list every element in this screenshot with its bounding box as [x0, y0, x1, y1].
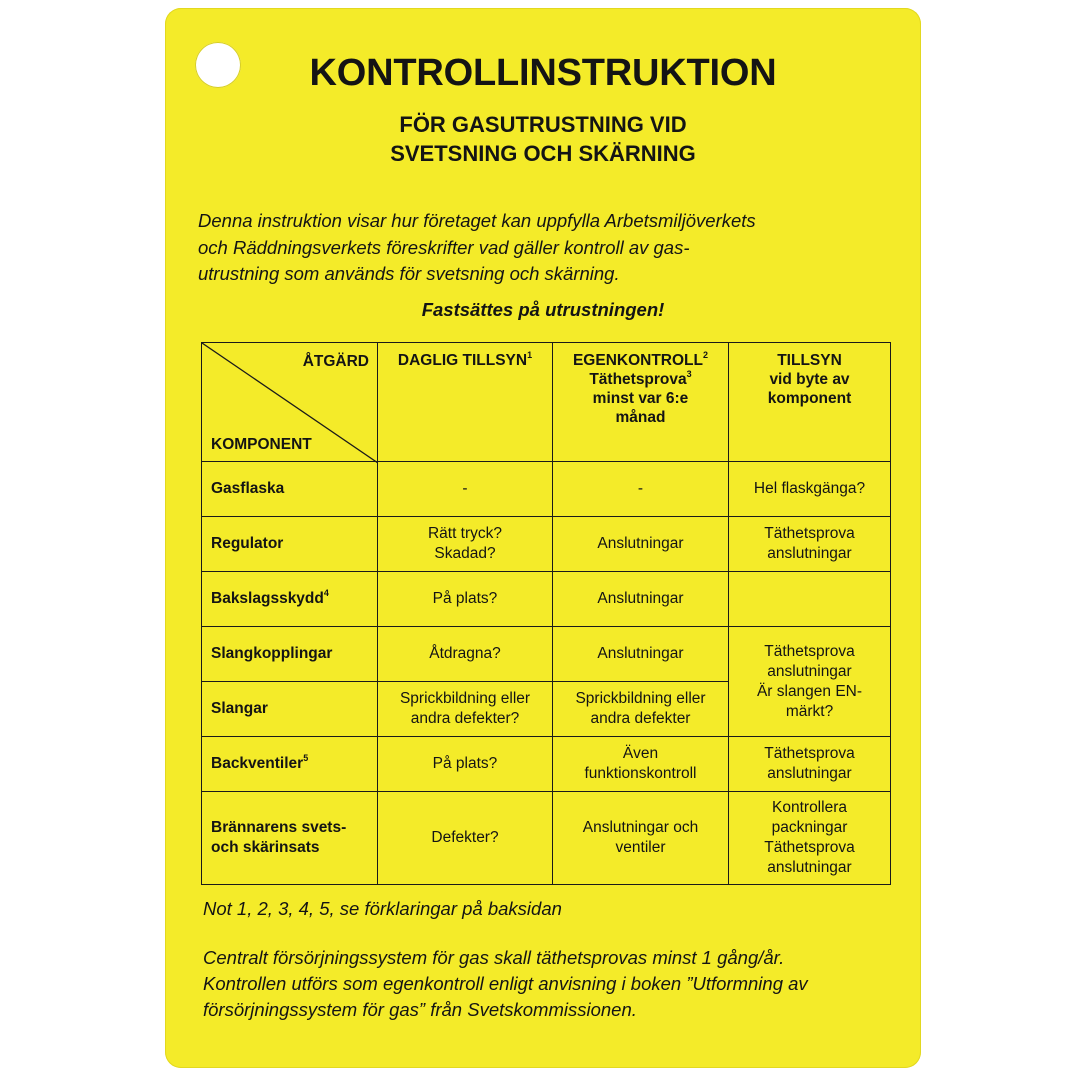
subtitle-line-2: SVETSNING OCH SKÄRNING — [390, 141, 696, 166]
daily-cell: Defekter? — [378, 792, 553, 885]
corner-header-cell — [202, 343, 378, 462]
component-cell: Regulator — [202, 517, 378, 572]
central-line-1: Centralt försörjningssystem för gas skall täthetsprovas minst 1 gång/år. — [203, 947, 785, 968]
on-change-cell: Hel flaskgänga? — [729, 462, 891, 517]
daily-cell: På plats? — [378, 572, 553, 627]
header-on-change: TILLSYN vid byte av komponent — [729, 343, 891, 462]
self-check-cell: Sprickbildning eller andra defekter — [553, 682, 729, 737]
on-change-cell: Kontrollera packningar Täthetsprova anslutningar — [729, 792, 891, 885]
header-component: KOMPONENT — [211, 436, 312, 453]
component-cell: Backventiler$^5$ — [202, 737, 378, 792]
card-title: KONTROLLINSTRUKTION — [309, 52, 777, 94]
table-row — [202, 737, 891, 792]
fasten-note: Fastsättes på utrustningen! — [421, 299, 665, 320]
component-cell: Slangar — [202, 682, 378, 737]
on-change-cell: Täthetsprova anslutningar — [729, 737, 891, 792]
self-check-cell: - — [553, 462, 729, 517]
daily-cell: Sprickbildning eller andra defekter? — [378, 682, 553, 737]
component-cell: Brännarens svets- och skärinsats — [202, 792, 378, 885]
table-row — [202, 792, 891, 885]
component-cell: Gasflaska — [202, 462, 378, 517]
header-self-check: EGENKONTROLL$^2$ Täthetsprova$^3$ minst var 6:e månad — [553, 343, 729, 462]
central-system-note — [203, 945, 893, 1023]
daily-cell: - — [378, 462, 553, 517]
self-check-cell: Anslutningar — [553, 517, 729, 572]
daily-cell: På plats? — [378, 737, 553, 792]
instruction-card — [165, 8, 921, 1068]
subtitle-line-1: FÖR GASUTRUSTNING VID — [399, 112, 687, 137]
central-line-2: Kontrollen utförs som egenkontroll enligt anvisning i boken ”Utformning av — [203, 973, 808, 994]
footnote-reference: Not 1, 2, 3, 4, 5, se förklaringar på baksidan — [203, 898, 562, 919]
component-cell: Slangkopplingar — [202, 627, 378, 682]
table-row — [202, 572, 891, 627]
self-check-cell: Även funktionskontroll — [553, 737, 729, 792]
on-change-cell — [729, 572, 891, 627]
daily-cell: Rätt tryck? Skadad? — [378, 517, 553, 572]
table-row — [202, 517, 891, 572]
table-row — [202, 627, 891, 682]
daily-cell: Åtdragna? — [378, 627, 553, 682]
central-line-3: försörjningssystem för gas” från Svetskommissionen. — [203, 999, 637, 1020]
intro-line-1: Denna instruktion visar hur företaget kan uppfylla Arbetsmiljöverkets — [198, 210, 756, 231]
intro-text — [198, 208, 888, 288]
intro-line-2: och Räddningsverkets föreskrifter vad gäller kontroll av gas- — [198, 236, 690, 258]
self-check-cell: Anslutningar — [553, 627, 729, 682]
table-header-row — [202, 343, 891, 462]
header-daily: DAGLIG TILLSYN$^1$ — [378, 343, 553, 462]
table-row — [202, 462, 891, 517]
self-check-cell: Anslutningar — [553, 572, 729, 627]
control-table — [201, 342, 891, 885]
card-subtitle — [165, 110, 921, 168]
component-cell: Bakslagsskydd$^4$ — [202, 572, 378, 627]
on-change-cell: Täthetsprova anslutningar — [729, 517, 891, 572]
on-change-merged-cell: Täthetsprova anslutningar Är slangen EN- märkt? — [729, 627, 891, 737]
self-check-cell: Anslutningar och ventiler — [553, 792, 729, 885]
header-action: ÅTGÄRD — [302, 353, 369, 370]
intro-line-3: utrustning som används för svetsning och skärning. — [198, 263, 620, 284]
